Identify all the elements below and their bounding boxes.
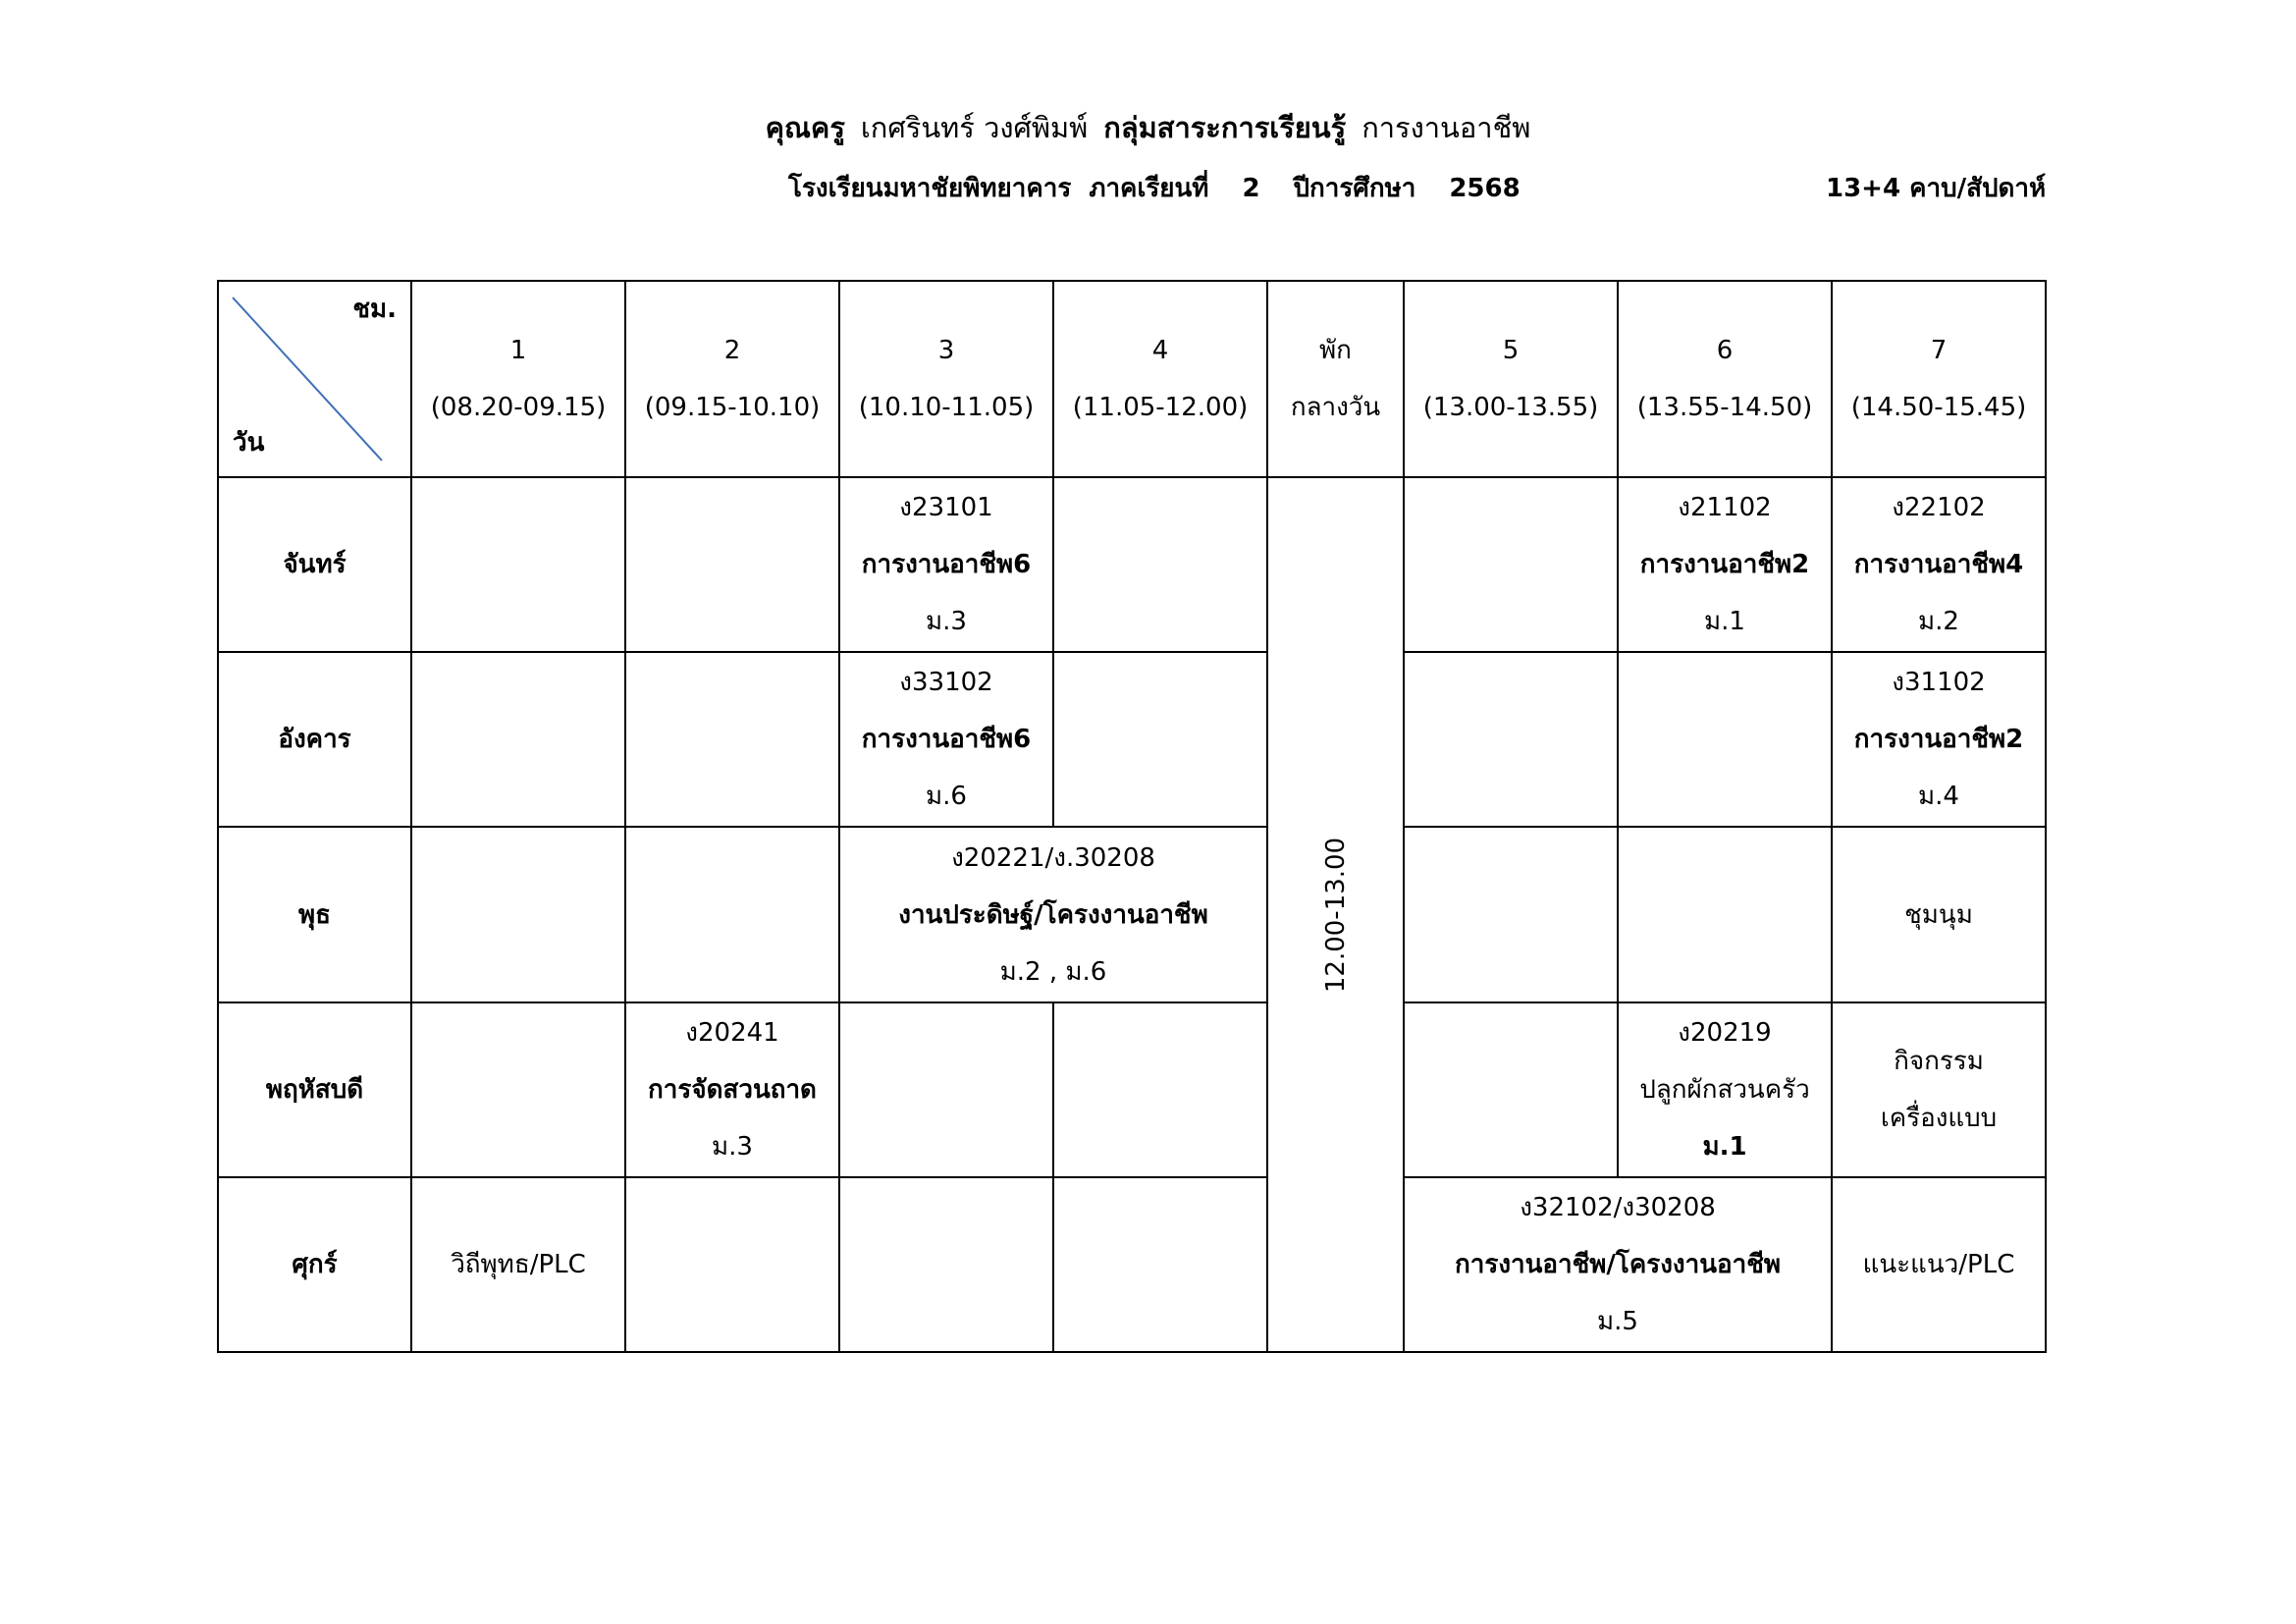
cell-thu-p6 xyxy=(1618,1002,1832,1177)
period-header-5: 5 (13.00-13.55) xyxy=(1404,281,1618,477)
cell-wed-p3-p4 xyxy=(839,827,1267,1002)
period-header-4: 4 (11.05-12.00) xyxy=(1053,281,1267,477)
course-subject: การงานอาชีพ2 xyxy=(1639,550,1810,579)
activity-guidance-plc: แนะแนว/PLC xyxy=(1862,1250,2015,1279)
day-label-thu: พฤหัสบดี xyxy=(218,1002,411,1177)
cell-fri-p2 xyxy=(625,1177,839,1352)
semester-value: 2 xyxy=(1242,174,1260,203)
day-label-mon: จันทร์ xyxy=(218,477,411,652)
cell-tue-p2 xyxy=(625,652,839,827)
cell-tue-p5 xyxy=(1404,652,1618,827)
course-level: ม.1 xyxy=(1704,607,1745,636)
dept-label: กลุ่มสาระการเรียนรู้ xyxy=(1103,111,1347,144)
header-row xyxy=(218,281,2046,477)
cell-mon-p7 xyxy=(1832,477,2046,652)
corner-cell xyxy=(218,281,411,477)
day-row-tue xyxy=(218,652,2046,827)
corner-day-label: วัน xyxy=(233,428,265,458)
activity-line1: กิจกรรม xyxy=(1894,1047,1984,1076)
cell-fri-p7 xyxy=(1832,1177,2046,1352)
course-code: ง20219 xyxy=(1678,1018,1772,1048)
cell-tue-p4 xyxy=(1053,652,1267,827)
cell-fri-p4 xyxy=(1053,1177,1267,1352)
lunch-header: พัก กลางวัน xyxy=(1267,281,1404,477)
cell-thu-p1 xyxy=(411,1002,625,1177)
cell-wed-p6 xyxy=(1618,827,1832,1002)
activity-line2: เครื่องแบบ xyxy=(1880,1104,1998,1133)
course-code: ง20241 xyxy=(685,1018,779,1048)
cell-mon-p6 xyxy=(1618,477,1832,652)
cell-fri-p1 xyxy=(411,1177,625,1352)
activity-buddhist-plc: วิถีพุทธ/PLC xyxy=(451,1250,586,1279)
course-subject: การงานอาชีพ6 xyxy=(861,550,1032,579)
title-line xyxy=(0,106,2296,149)
cell-wed-p2 xyxy=(625,827,839,1002)
semester-label: ภาคเรียนที่ xyxy=(1089,174,1209,203)
course-level: ม.3 xyxy=(926,607,967,636)
cell-mon-p3 xyxy=(839,477,1053,652)
year-value: 2568 xyxy=(1449,174,1521,203)
cell-thu-p4 xyxy=(1053,1002,1267,1177)
cell-tue-p1 xyxy=(411,652,625,827)
cell-wed-p1 xyxy=(411,827,625,1002)
lunch-column xyxy=(1267,477,1404,1352)
period-header-2: 2 (09.15-10.10) xyxy=(625,281,839,477)
day-row-thu xyxy=(218,1002,2046,1177)
cell-tue-p3 xyxy=(839,652,1053,827)
course-code: ง21102 xyxy=(1678,493,1772,522)
activity-club: ชุมนุม xyxy=(1904,899,1973,930)
day-row-fri xyxy=(218,1177,2046,1352)
day-row-wed xyxy=(218,827,2046,1002)
course-subject: การงานอาชีพ6 xyxy=(861,725,1032,754)
school-name: โรงเรียนมหาชัยพิทยาคาร xyxy=(788,174,1072,203)
course-level: ม.3 xyxy=(712,1132,753,1162)
period-header-3: 3 (10.10-11.05) xyxy=(839,281,1053,477)
course-code: ง31102 xyxy=(1892,668,1986,697)
day-row-mon xyxy=(218,477,2046,652)
cell-thu-p7 xyxy=(1832,1002,2046,1177)
course-code: ง33102 xyxy=(899,668,993,697)
cell-wed-p7 xyxy=(1832,827,2046,1002)
course-subject: ปลูกผักสวนครัว xyxy=(1639,1075,1810,1105)
cell-thu-p2 xyxy=(625,1002,839,1177)
cell-fri-p3 xyxy=(839,1177,1053,1352)
cell-mon-p2 xyxy=(625,477,839,652)
cell-thu-p5 xyxy=(1404,1002,1618,1177)
teacher-label: คุณครู xyxy=(765,111,845,144)
course-code: ง23101 xyxy=(899,493,993,522)
course-code: ง22102 xyxy=(1892,493,1986,522)
school-line xyxy=(788,169,1521,208)
period-header-1: 1 (08.20-09.15) xyxy=(411,281,625,477)
course-subject: งานประดิษฐ์/โครงงานอาชีพ xyxy=(898,899,1208,930)
period-header-6: 6 (13.55-14.50) xyxy=(1618,281,1832,477)
course-subject: การงานอาชีพ4 xyxy=(1853,550,2024,579)
period-header-7: 7 (14.50-15.45) xyxy=(1832,281,2046,477)
cell-mon-p1 xyxy=(411,477,625,652)
course-level: ม.5 xyxy=(1597,1307,1638,1336)
corner-time-label: ชม. xyxy=(352,295,397,324)
cell-thu-p3 xyxy=(839,1002,1053,1177)
day-label-fri: ศุกร์ xyxy=(218,1177,411,1352)
course-subject: การจัดสวนถาด xyxy=(648,1075,817,1105)
cell-mon-p5 xyxy=(1404,477,1618,652)
cell-mon-p4 xyxy=(1053,477,1267,652)
course-subject: การงานอาชีพ/โครงงานอาชีพ xyxy=(1455,1250,1781,1279)
periods-per-week: 13+4 คาบ/สัปดาห์ xyxy=(1826,174,2047,203)
cell-tue-p6 xyxy=(1618,652,1832,827)
timetable xyxy=(217,280,2047,1353)
course-level: ม.1 xyxy=(1702,1132,1747,1162)
course-level: ม.2 , ม.6 xyxy=(999,956,1107,987)
lunch-time: 12.00-13.00 xyxy=(1320,837,1351,993)
day-label-wed: พุธ xyxy=(218,827,411,1002)
year-label: ปีการศึกษา xyxy=(1293,174,1416,203)
cell-tue-p7 xyxy=(1832,652,2046,827)
cell-fri-p5-p6 xyxy=(1404,1177,1832,1352)
course-level: ม.2 xyxy=(1918,607,1959,636)
course-level: ม.4 xyxy=(1918,782,1959,811)
course-code: ง20221/ง.30208 xyxy=(951,842,1155,873)
teacher-name: เกศรินทร์ วงศ์พิมพ์ xyxy=(860,111,1089,144)
course-level: ม.6 xyxy=(926,782,967,811)
course-code: ง32102/ง30208 xyxy=(1520,1193,1716,1222)
course-subject: การงานอาชีพ2 xyxy=(1853,725,2024,754)
dept-name: การงานอาชีพ xyxy=(1362,111,1531,144)
cell-wed-p5 xyxy=(1404,827,1618,1002)
day-label-tue: อังคาร xyxy=(218,652,411,827)
